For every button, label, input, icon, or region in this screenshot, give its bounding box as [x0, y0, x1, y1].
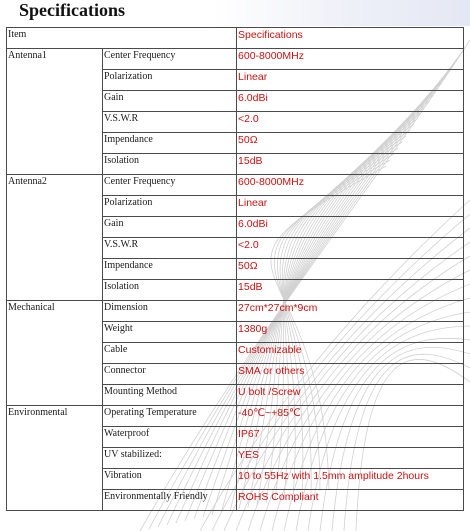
parameter-cell: Dimension — [103, 301, 237, 322]
parameter-cell: Operating Temperature — [103, 406, 237, 427]
parameter-cell: Cable — [103, 343, 237, 364]
value-cell: U bolt /Screw — [237, 385, 464, 406]
group-label-cell: Antenna2 — [7, 175, 103, 301]
parameter-cell: V.S.W.R — [103, 112, 237, 133]
group-label-cell: Environmental — [7, 406, 103, 511]
parameter-cell: Weight — [103, 322, 237, 343]
parameter-cell: Impendance — [103, 133, 237, 154]
parameter-cell: Isolation — [103, 154, 237, 175]
page-title: Specifications — [19, 0, 125, 20]
table-row — [7, 175, 464, 196]
header-specifications-cell: Specifications — [237, 28, 464, 49]
table-row — [7, 406, 464, 427]
parameter-cell: Polarization — [103, 70, 237, 91]
parameter-cell: Mounting Method — [103, 385, 237, 406]
specifications-table-body — [7, 28, 464, 511]
value-cell: 6.0dBi — [237, 217, 464, 238]
parameter-cell: Environmentally Friendly — [103, 490, 237, 511]
value-cell: Linear — [237, 70, 464, 91]
value-cell: SMA or others — [237, 364, 464, 385]
value-cell: ROHS Compliant — [237, 490, 464, 511]
parameter-cell: UV stabilized: — [103, 448, 237, 469]
parameter-cell: Vibration — [103, 469, 237, 490]
value-cell: <2.0 — [237, 238, 464, 259]
table-row — [7, 49, 464, 70]
parameter-cell: Gain — [103, 91, 237, 112]
parameter-cell: Waterproof — [103, 427, 237, 448]
specifications-table — [6, 27, 464, 511]
value-cell: <2.0 — [237, 112, 464, 133]
value-cell: 600-8000MHz — [237, 49, 464, 70]
value-cell: Customizable — [237, 343, 464, 364]
group-label-cell: Mechanical — [7, 301, 103, 406]
parameter-cell: Impendance — [103, 259, 237, 280]
parameter-cell: Connector — [103, 364, 237, 385]
table-row — [7, 301, 464, 322]
parameter-cell: Gain — [103, 217, 237, 238]
parameter-cell: V.S.W.R — [103, 238, 237, 259]
value-cell: 27cm*27cm*9cm — [237, 301, 464, 322]
parameter-cell: Center Frequency — [103, 49, 237, 70]
value-cell: -40℃~+85℃ — [237, 406, 464, 427]
value-cell: 10 to 55Hz with 1.5mm amplitude 2hours — [237, 469, 464, 490]
header-item-cell: Item — [7, 28, 237, 49]
table-header-row — [7, 28, 464, 49]
value-cell: 600-8000MHz — [237, 175, 464, 196]
value-cell: Linear — [237, 196, 464, 217]
value-cell: 15dB — [237, 280, 464, 301]
parameter-cell: Polarization — [103, 196, 237, 217]
parameter-cell: Center Frequency — [103, 175, 237, 196]
value-cell: 15dB — [237, 154, 464, 175]
parameter-cell: Isolation — [103, 280, 237, 301]
value-cell: IP67 — [237, 427, 464, 448]
value-cell: 50Ω — [237, 133, 464, 154]
value-cell: YES — [237, 448, 464, 469]
value-cell: 6.0dBi — [237, 91, 464, 112]
group-label-cell: Antenna1 — [7, 49, 103, 175]
value-cell: 50Ω — [237, 259, 464, 280]
value-cell: 1380g — [237, 322, 464, 343]
